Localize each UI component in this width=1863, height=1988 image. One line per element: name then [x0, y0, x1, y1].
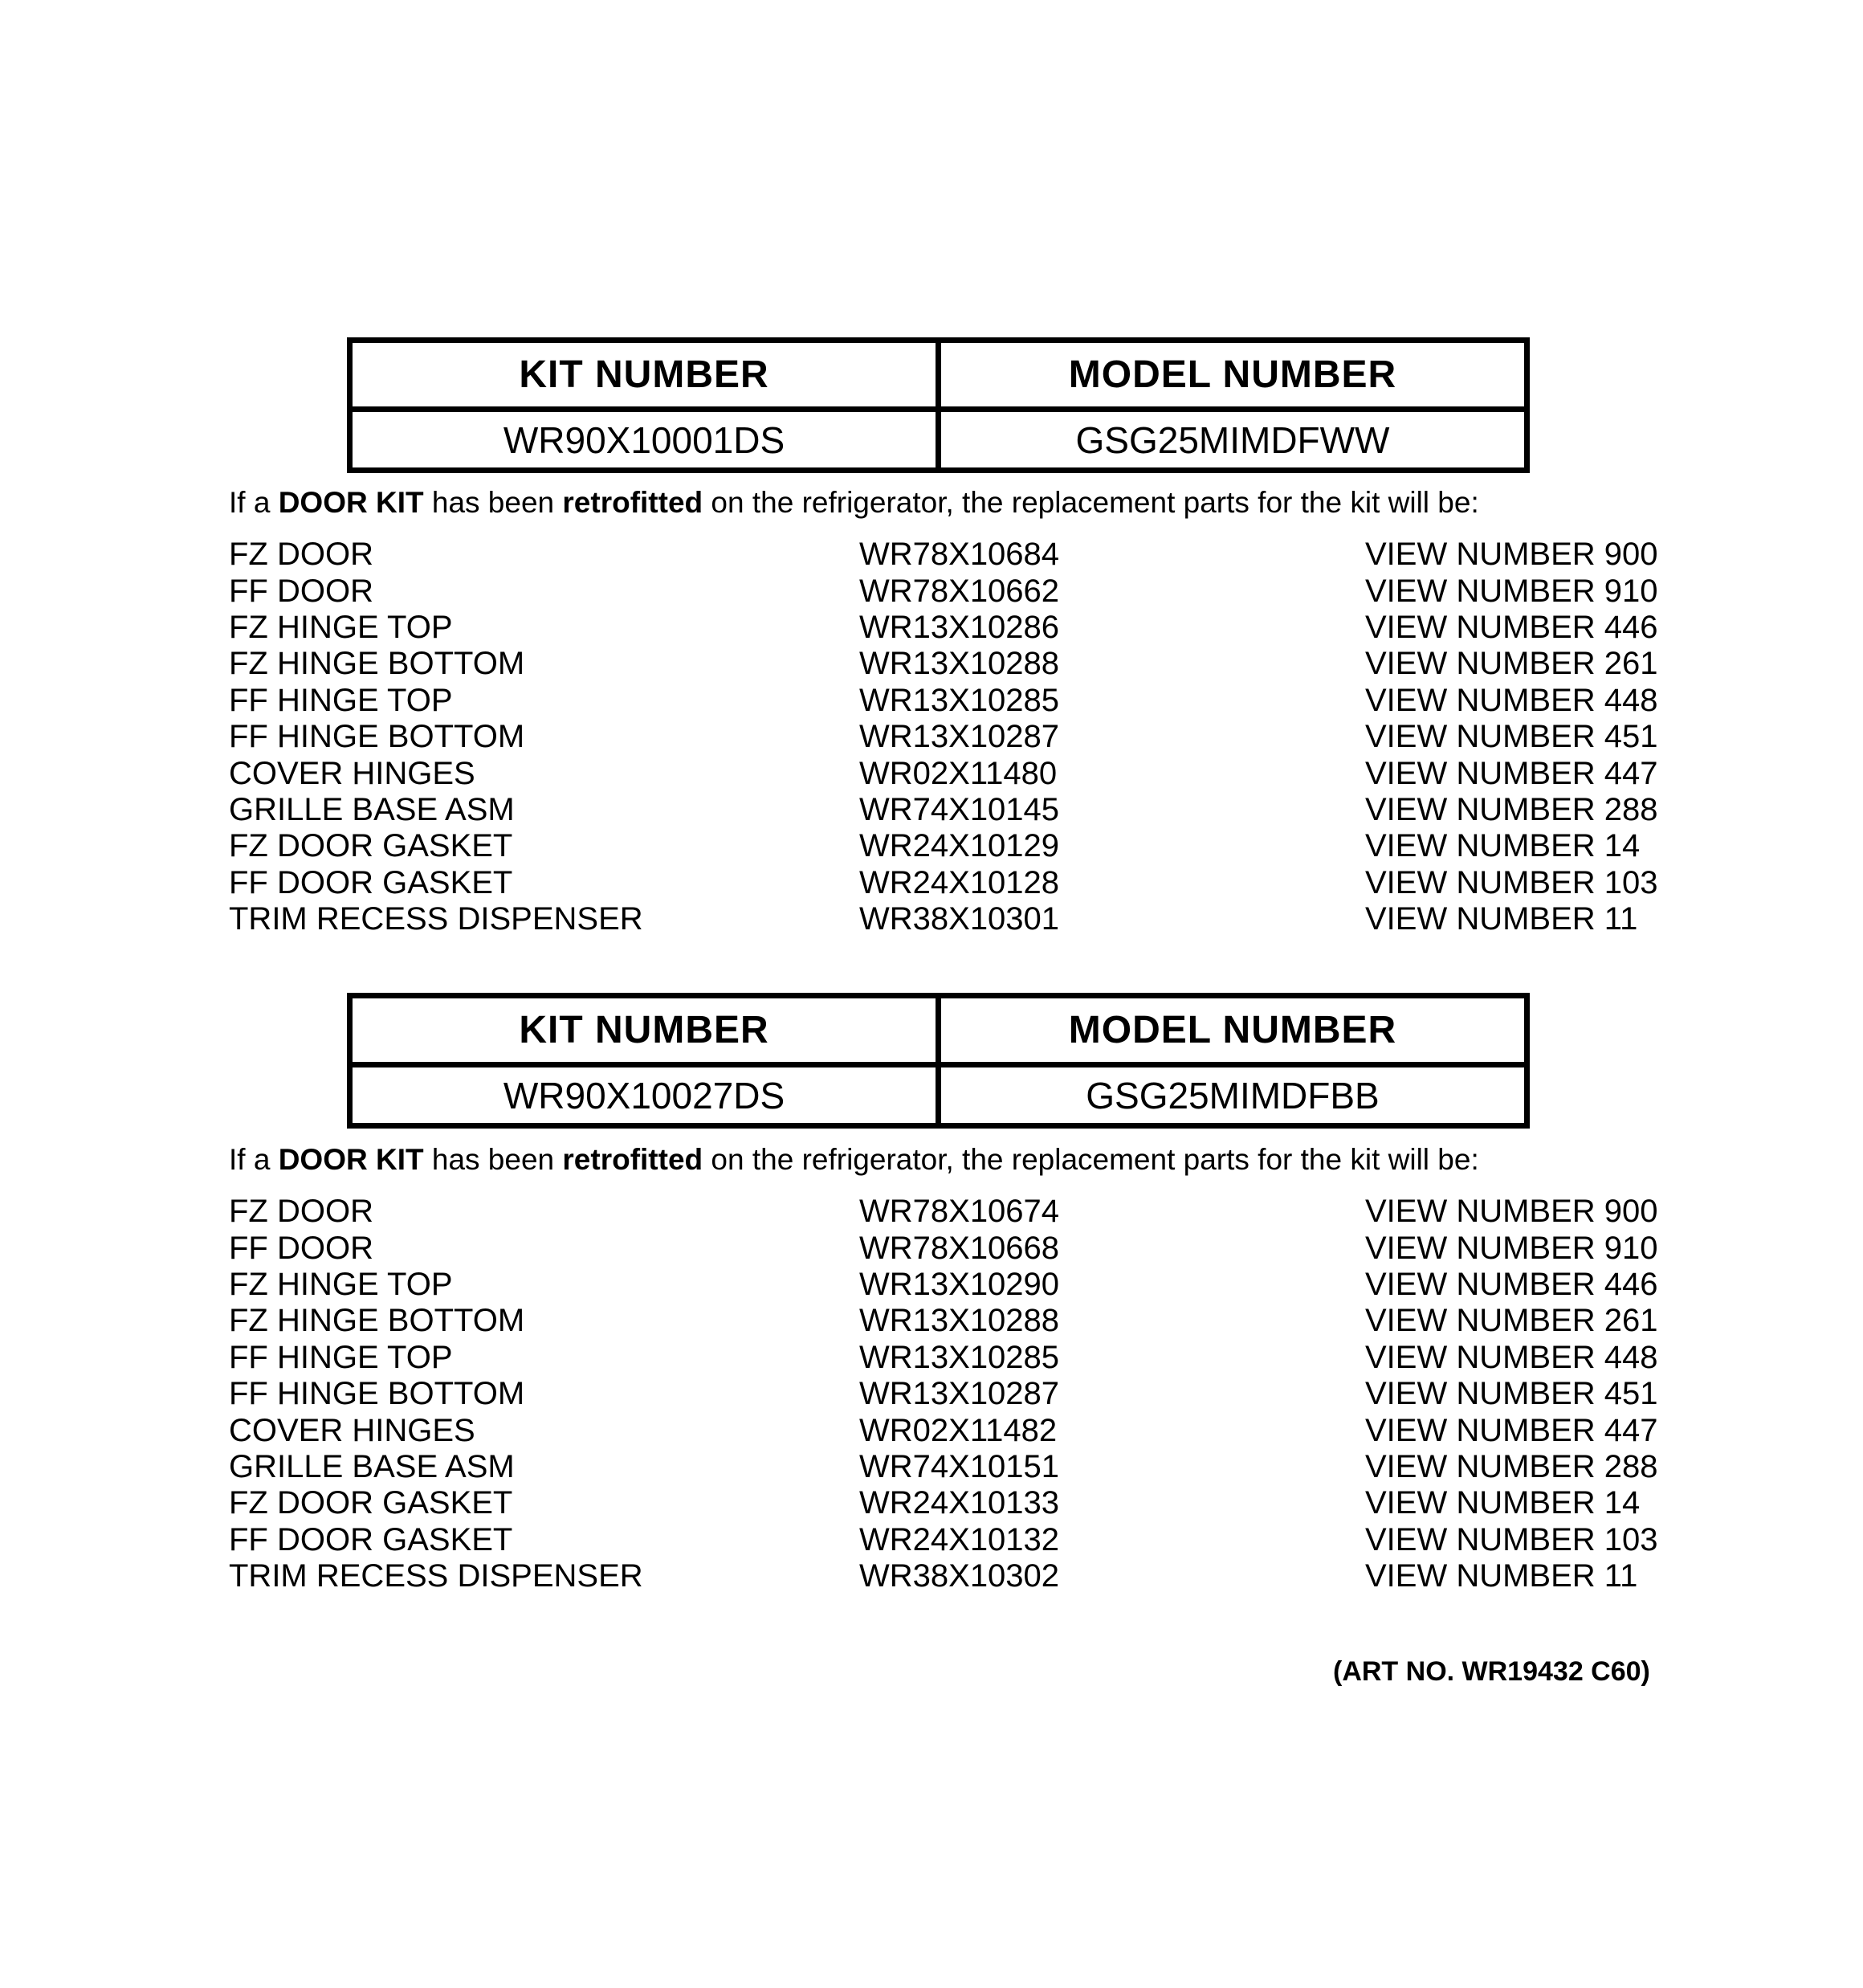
- view-number: VIEW NUMBER 910: [1365, 573, 1658, 609]
- part-number: WR74X10145: [859, 791, 1060, 827]
- part-name: GRILLE BASE ASM: [229, 1448, 515, 1484]
- part-number: WR13X10290: [859, 1266, 1060, 1302]
- part-number: WR78X10684: [859, 537, 1060, 573]
- part-name: COVER HINGES: [229, 755, 475, 791]
- part-name: FF HINGE BOTTOM: [229, 1376, 525, 1412]
- view-number: VIEW NUMBER 448: [1365, 1339, 1658, 1375]
- parts-row: [229, 901, 1803, 937]
- view-number: VIEW NUMBER 11: [1365, 1558, 1638, 1594]
- part-number: WR13X10286: [859, 609, 1060, 645]
- part-number: WR24X10133: [859, 1485, 1060, 1521]
- part-number: WR78X10674: [859, 1194, 1060, 1230]
- part-name: TRIM RECESS DISPENSER: [229, 1558, 643, 1594]
- part-name: FZ HINGE TOP: [229, 1266, 453, 1302]
- kit-number-value: WR90X10001DS: [350, 410, 939, 471]
- part-number: WR02X11480: [859, 755, 1058, 791]
- parts-list-2: [229, 1194, 1803, 1594]
- view-number: VIEW NUMBER 103: [1365, 864, 1658, 900]
- retrofit-note-2: [229, 1141, 1479, 1179]
- intro-text: has been: [423, 486, 563, 519]
- parts-row: [229, 719, 1803, 755]
- model-number-value: GSG25MIMDFWW: [939, 410, 1527, 471]
- part-name: FF DOOR GASKET: [229, 864, 513, 900]
- parts-row: [229, 1449, 1803, 1485]
- view-number: VIEW NUMBER 446: [1365, 1266, 1658, 1302]
- part-name: FF HINGE TOP: [229, 682, 453, 718]
- intro-text: on the refrigerator, the replacement parts for the kit will be:: [703, 1143, 1479, 1176]
- part-name: FF HINGE TOP: [229, 1339, 453, 1375]
- model-number-header: MODEL NUMBER: [939, 341, 1527, 410]
- part-name: FZ DOOR GASKET: [229, 828, 513, 864]
- part-number: WR13X10288: [859, 1303, 1060, 1339]
- part-number: WR02X11482: [859, 1412, 1058, 1448]
- parts-row: [229, 1376, 1803, 1412]
- parts-row: [229, 646, 1803, 682]
- view-number: VIEW NUMBER 447: [1365, 755, 1658, 791]
- part-number: WR13X10285: [859, 682, 1060, 718]
- view-number: VIEW NUMBER 447: [1365, 1412, 1658, 1448]
- intro-text: If a: [229, 486, 279, 519]
- kit-number-value: WR90X10027DS: [350, 1065, 939, 1126]
- model-number-value: GSG25MIMDFBB: [939, 1065, 1527, 1126]
- parts-row: [229, 1558, 1803, 1594]
- parts-row: [229, 1485, 1803, 1521]
- view-number: VIEW NUMBER 446: [1365, 609, 1658, 645]
- part-name: COVER HINGES: [229, 1412, 475, 1448]
- view-number: VIEW NUMBER 451: [1365, 719, 1658, 755]
- parts-row: [229, 828, 1803, 864]
- part-name: FZ HINGE BOTTOM: [229, 1303, 525, 1339]
- part-name: FZ DOOR: [229, 1194, 373, 1230]
- view-number: VIEW NUMBER 288: [1365, 791, 1658, 827]
- intro-text: has been: [423, 1143, 563, 1176]
- view-number: VIEW NUMBER 448: [1365, 682, 1658, 718]
- intro-text: on the refrigerator, the replacement parts for the kit will be:: [703, 486, 1479, 519]
- door-kit-bold: DOOR KIT: [278, 1143, 424, 1176]
- part-number: WR24X10129: [859, 828, 1060, 864]
- parts-row: [229, 573, 1803, 609]
- part-name: FF DOOR: [229, 573, 373, 609]
- parts-row: [229, 683, 1803, 719]
- view-number: VIEW NUMBER 261: [1365, 1303, 1658, 1339]
- parts-row: [229, 755, 1803, 791]
- kit-model-table-1: [347, 337, 1530, 473]
- view-number: VIEW NUMBER 14: [1365, 1485, 1641, 1521]
- parts-list-1: [229, 537, 1803, 937]
- retrofitted-bold: retrofitted: [562, 1143, 703, 1176]
- part-number: WR78X10668: [859, 1230, 1060, 1266]
- view-number: VIEW NUMBER 910: [1365, 1230, 1658, 1266]
- view-number: VIEW NUMBER 103: [1365, 1521, 1658, 1557]
- part-name: FF DOOR: [229, 1230, 373, 1266]
- part-number: WR24X10128: [859, 864, 1060, 900]
- parts-row: [229, 1267, 1803, 1303]
- parts-row: [229, 1230, 1803, 1266]
- part-number: WR38X10302: [859, 1558, 1060, 1594]
- parts-row: [229, 610, 1803, 646]
- view-number: VIEW NUMBER 288: [1365, 1448, 1658, 1484]
- view-number: VIEW NUMBER 14: [1365, 828, 1641, 864]
- part-number: WR13X10287: [859, 1376, 1060, 1412]
- kit-number-header: KIT NUMBER: [350, 341, 939, 410]
- door-kit-bold: DOOR KIT: [278, 486, 424, 519]
- part-number: WR38X10301: [859, 901, 1060, 937]
- view-number: VIEW NUMBER 11: [1365, 901, 1638, 937]
- retrofit-note-1: [229, 484, 1479, 522]
- parts-row: [229, 537, 1803, 573]
- part-name: GRILLE BASE ASM: [229, 791, 515, 827]
- parts-row: [229, 1303, 1803, 1339]
- part-name: FZ DOOR: [229, 537, 373, 573]
- parts-row: [229, 1522, 1803, 1558]
- parts-row: [229, 1412, 1803, 1448]
- part-name: FZ DOOR GASKET: [229, 1485, 513, 1521]
- view-number: VIEW NUMBER 261: [1365, 646, 1658, 682]
- part-name: FF HINGE BOTTOM: [229, 719, 525, 755]
- part-number: WR78X10662: [859, 573, 1060, 609]
- parts-row: [229, 1194, 1803, 1230]
- view-number: VIEW NUMBER 900: [1365, 1194, 1658, 1230]
- retrofitted-bold: retrofitted: [562, 486, 703, 519]
- part-name: FF DOOR GASKET: [229, 1521, 513, 1557]
- part-number: WR13X10285: [859, 1339, 1060, 1375]
- part-number: WR24X10132: [859, 1521, 1060, 1557]
- part-name: TRIM RECESS DISPENSER: [229, 901, 643, 937]
- view-number: VIEW NUMBER 451: [1365, 1376, 1658, 1412]
- model-number-header: MODEL NUMBER: [939, 996, 1527, 1065]
- kit-number-header: KIT NUMBER: [350, 996, 939, 1065]
- part-number: WR13X10287: [859, 719, 1060, 755]
- part-name: FZ HINGE BOTTOM: [229, 646, 525, 682]
- kit-model-table-2: [347, 993, 1530, 1129]
- view-number: VIEW NUMBER 900: [1365, 537, 1658, 573]
- part-number: WR13X10288: [859, 646, 1060, 682]
- parts-row: [229, 865, 1803, 901]
- parts-row: [229, 1340, 1803, 1376]
- parts-row: [229, 792, 1803, 828]
- intro-text: If a: [229, 1143, 279, 1176]
- part-number: WR74X10151: [859, 1448, 1060, 1484]
- part-name: FZ HINGE TOP: [229, 609, 453, 645]
- art-number: (ART NO. WR19432 C60): [1333, 1656, 1650, 1687]
